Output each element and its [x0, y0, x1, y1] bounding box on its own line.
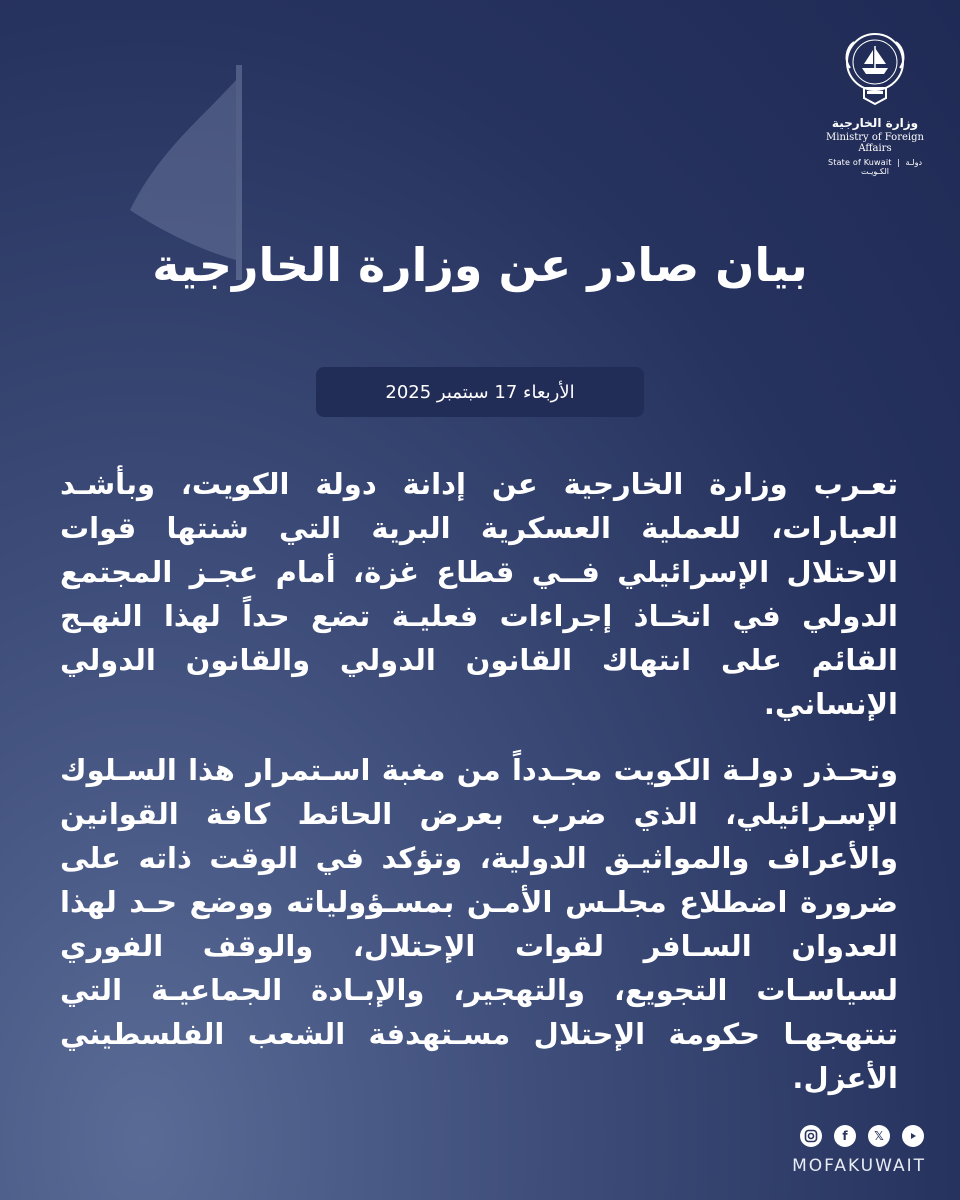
date-text: الأربعاء 17 سبتمبر 2025 [385, 381, 575, 403]
ministry-english-name: Ministry of Foreign Affairs [826, 132, 924, 154]
state-arabic: دولـة الكـويـت [861, 158, 923, 176]
state-label: State of Kuwait | دولـة الكـويـت [827, 158, 923, 176]
x-icon[interactable]: 𝕏 [868, 1125, 890, 1147]
social-handle: MOFAKUWAIT [792, 1156, 926, 1176]
youtube-icon[interactable] [902, 1125, 924, 1147]
instagram-icon[interactable] [800, 1125, 822, 1147]
kuwait-emblem-icon [842, 30, 908, 106]
statement-title: بيان صادر عن وزارة الخارجية [152, 238, 808, 292]
ministry-arabic-name: وزارة الخارجية [831, 116, 919, 130]
ministry-logo [820, 30, 930, 176]
date-badge [316, 367, 644, 417]
state-english: State of Kuwait [827, 158, 892, 167]
paragraph-1: تعـرب وزارة الخارجية عن إدانة دولة الكويت، وبأشـد العبارات، للعملية العسكرية البرية التي شنتها قوات الاحتلال الإسرائيلي فــي قطاع غزة، أمام عجـز المجتمع الدولي في اتخـاذ إجراءات فعليـة تضع حداً لهذا النهـج القائم على انتهاك القانون الدولي والقانون الدولي الإنساني. [60, 467, 898, 721]
social-links [800, 1125, 924, 1147]
statement-body [60, 462, 898, 1122]
paragraph-2: وتحـذر دولـة الكويت مجـدداً من مغبة اسـتمرار هذا السـلوك الإسـرائيلي، الذي ضرب بعرض الحائط كافة القوانين والأعراف والمواثيـق الدولية، وتؤكد في الوقت ذاته على ضرورة اضطلاع مجلـس الأمـن بمسـؤولياته ووضع حـد لهذا العدوان السـافر لقوات الإحتلال، والوقف الفوري لسياسـات التجويع، والتهجير، والإبـادة الجماعيـة التي تنتهجهـا حكومة الإحتلال مسـتهدفة الشعب الفلسطيني الأعزل. [60, 753, 898, 1095]
facebook-icon[interactable]: f [834, 1125, 856, 1147]
